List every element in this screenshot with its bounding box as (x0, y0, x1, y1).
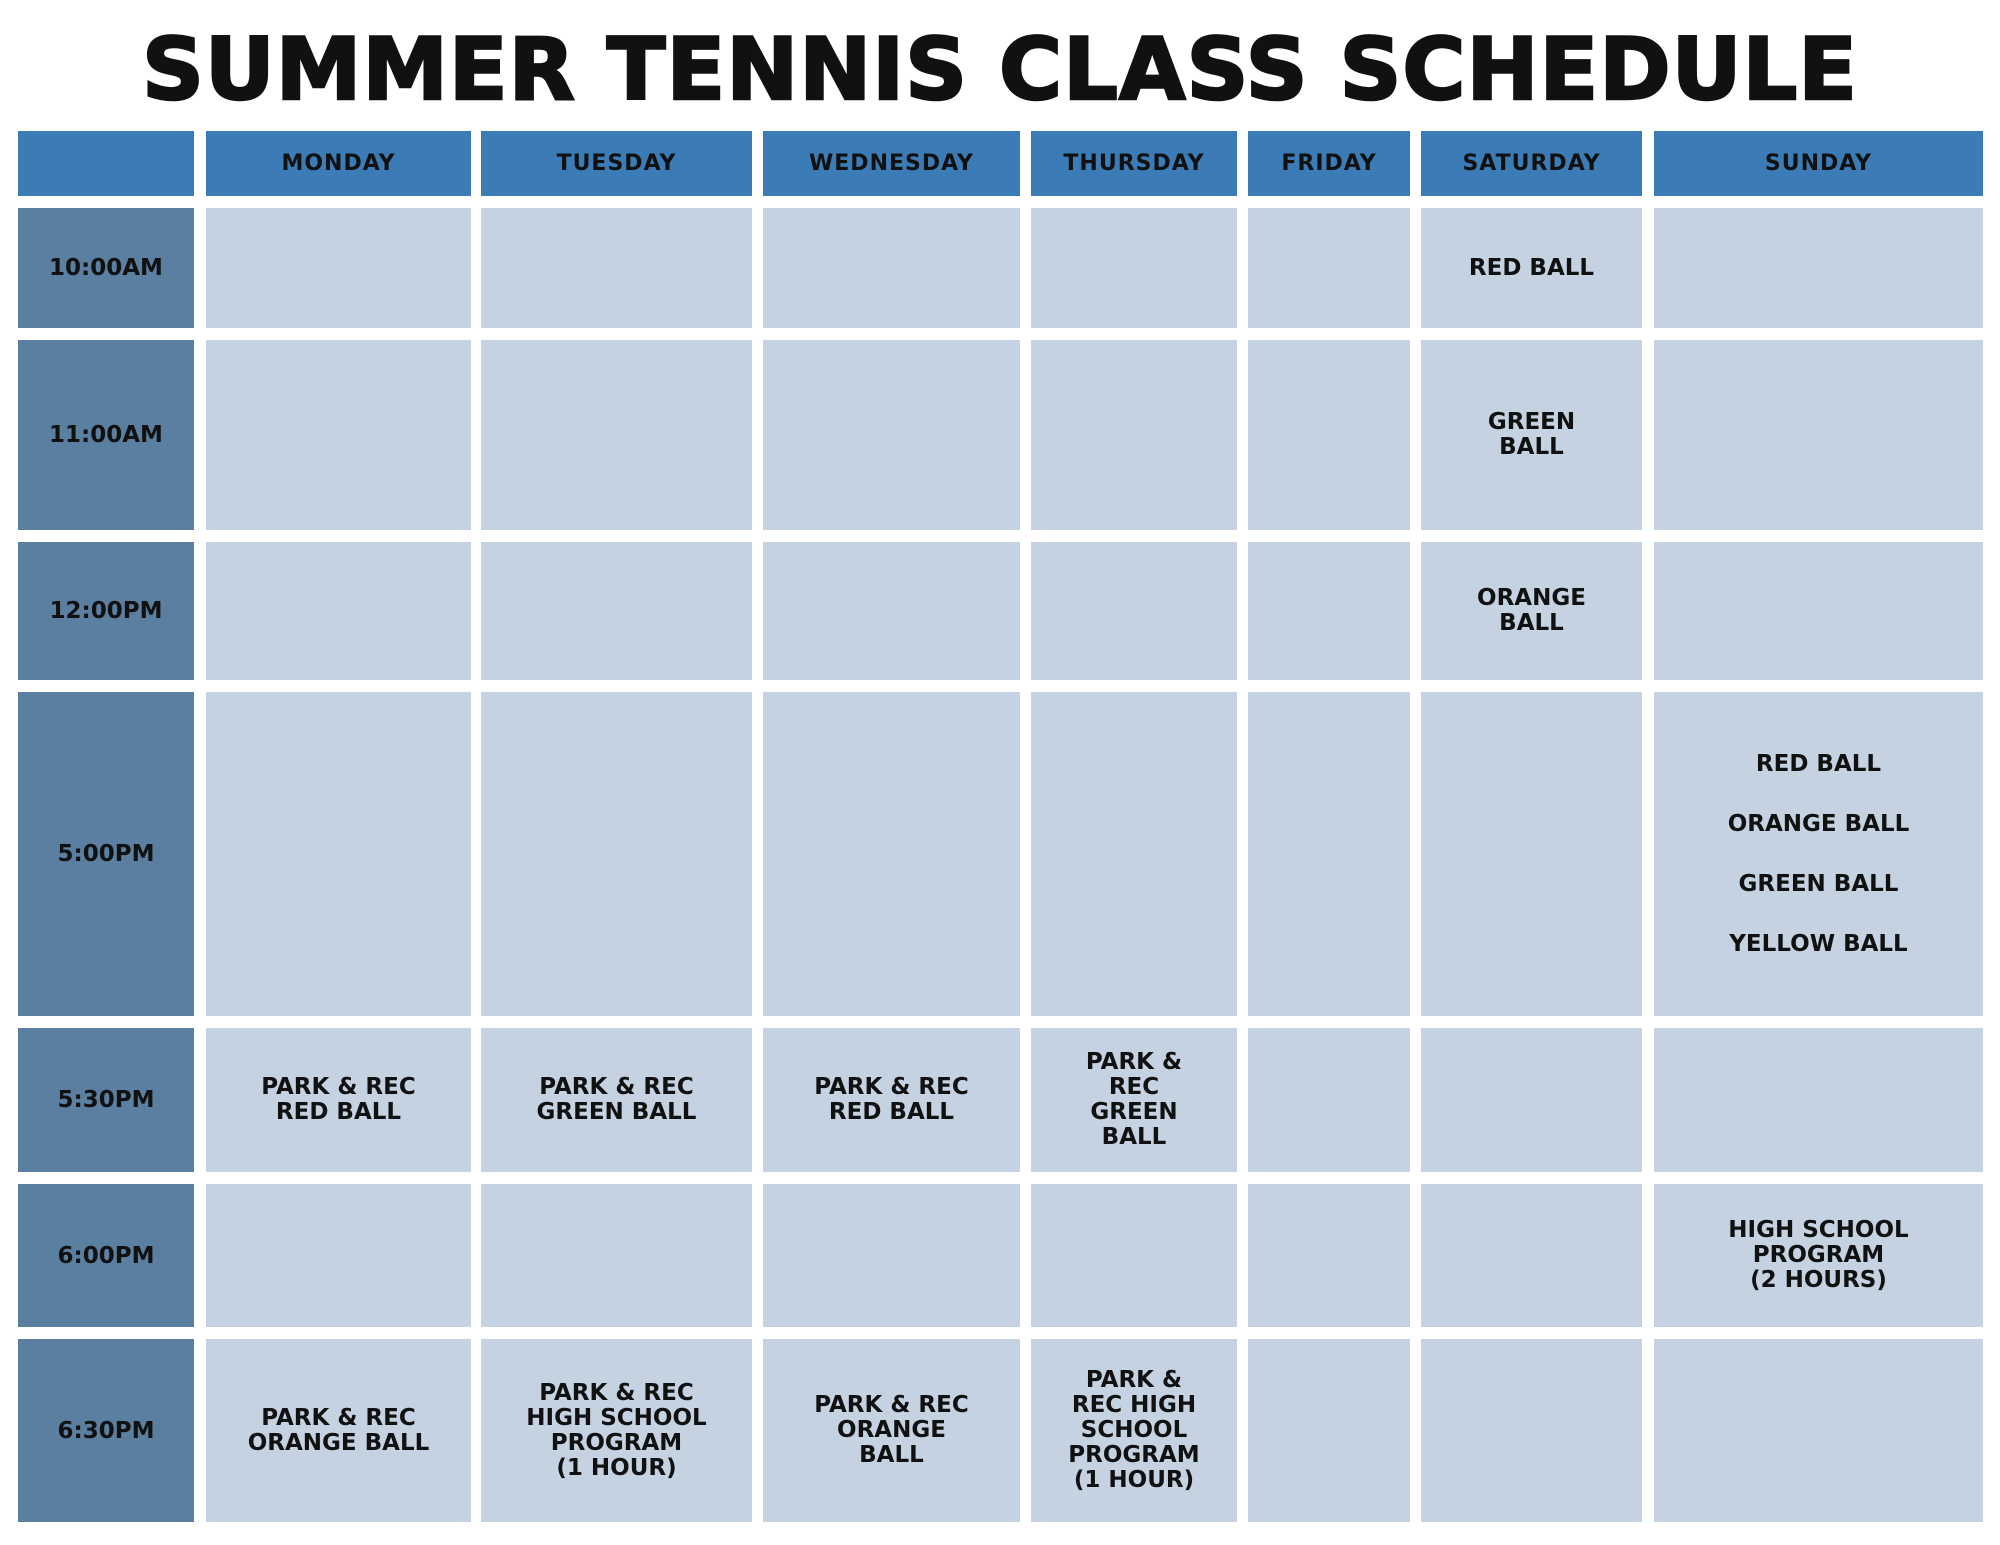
schedule-cell (1248, 1339, 1410, 1522)
schedule-cell (1031, 1184, 1237, 1327)
schedule-cell (1654, 542, 1983, 680)
schedule-cell (763, 1339, 1020, 1522)
schedule-cell (1654, 1184, 1983, 1327)
day-header-monday (206, 131, 471, 196)
schedule-cell (1654, 692, 1983, 1016)
schedule-cell (1031, 542, 1237, 680)
day-header-saturday (1421, 131, 1642, 196)
schedule-cell (763, 340, 1020, 530)
schedule-cell (206, 340, 471, 530)
schedule-cell (481, 1184, 752, 1327)
schedule-cell (481, 1028, 752, 1172)
schedule-cell (1421, 1339, 1642, 1522)
day-header-sunday (1654, 131, 1983, 196)
day-header-tuesday (481, 131, 752, 196)
time-cell (18, 692, 194, 1016)
time-label: 12:00PM (49, 598, 163, 624)
time-cell (18, 1184, 194, 1327)
time-cell (18, 340, 194, 530)
schedule-cell (1421, 208, 1642, 328)
schedule-cell (1031, 1339, 1237, 1522)
schedule-cell (206, 1028, 471, 1172)
schedule-cell (206, 692, 471, 1016)
schedule-cell (481, 1339, 752, 1522)
schedule-cell (1031, 692, 1237, 1016)
schedule-cell (481, 340, 752, 530)
class-label: PARK & REC ORANGE BALL (814, 1392, 969, 1468)
schedule-cell (206, 542, 471, 680)
schedule-cell (763, 1028, 1020, 1172)
time-label: 5:00PM (57, 841, 155, 867)
schedule-cell (1654, 1028, 1983, 1172)
schedule-cell (1421, 542, 1642, 680)
schedule-cell (1248, 542, 1410, 680)
day-header-label: SATURDAY (1462, 151, 1601, 176)
schedule-cell (763, 208, 1020, 328)
schedule-cell (206, 208, 471, 328)
class-label: PARK & REC ORANGE BALL (247, 1404, 430, 1456)
schedule-cell (763, 1184, 1020, 1327)
class-label: ORANGE BALL (1477, 585, 1586, 636)
day-header-label: SUNDAY (1764, 151, 1873, 176)
schedule-cell (1031, 208, 1237, 328)
time-cell (18, 542, 194, 680)
time-label: 6:30PM (57, 1417, 155, 1444)
time-cell (18, 1339, 194, 1522)
schedule-cell (481, 542, 752, 680)
day-header-label: WEDNESDAY (809, 151, 974, 176)
schedule-cell (1654, 1339, 1983, 1522)
schedule-cell (1421, 692, 1642, 1016)
day-header-label: THURSDAY (1063, 151, 1205, 176)
class-label: PARK & REC GREEN BALL (1085, 1049, 1183, 1150)
schedule-cell (1248, 208, 1410, 328)
header-corner (18, 131, 194, 196)
class-label: PARK & REC HIGH SCHOOL PROGRAM (1 HOUR) (1068, 1367, 1200, 1493)
schedule-cell (1031, 1028, 1237, 1172)
schedule-cell (1421, 340, 1642, 530)
schedule-cell (206, 1184, 471, 1327)
class-label: PARK & REC RED BALL (261, 1074, 416, 1125)
schedule-cell (1031, 340, 1237, 530)
time-label: 6:00PM (57, 1242, 155, 1269)
class-label: HIGH SCHOOL PROGRAM (2 HOURS) (1728, 1217, 1909, 1293)
time-label: 11:00AM (49, 422, 163, 448)
schedule-cell (763, 692, 1020, 1016)
time-label: 10:00AM (49, 255, 163, 281)
day-header-label: FRIDAY (1281, 151, 1377, 176)
class-label: PARK & REC RED BALL (814, 1074, 969, 1125)
schedule-cell (1248, 1028, 1410, 1172)
time-cell (18, 208, 194, 328)
day-header-friday (1248, 131, 1410, 196)
schedule-cell (1248, 1184, 1410, 1327)
schedule-cell (481, 208, 752, 328)
schedule-cell (1654, 340, 1983, 530)
schedule-cell (1654, 208, 1983, 328)
schedule-cell (206, 1339, 471, 1522)
page-title: SUMMER TENNIS CLASS SCHEDULE (141, 20, 1859, 120)
day-header-label: TUESDAY (556, 151, 677, 176)
class-label: GREEN BALL (1487, 409, 1576, 460)
time-cell (18, 1028, 194, 1172)
day-header-thursday (1031, 131, 1237, 196)
day-header-wednesday (763, 131, 1020, 196)
schedule-cell (1248, 340, 1410, 530)
schedule-cell (481, 692, 752, 1016)
schedule-cell (1421, 1184, 1642, 1327)
class-label: PARK & REC HIGH SCHOOL PROGRAM (1 HOUR) (526, 1379, 707, 1481)
class-label: RED BALL (1468, 254, 1595, 281)
class-label: PARK & REC GREEN BALL (536, 1074, 697, 1125)
schedule-cell (763, 542, 1020, 680)
time-label: 5:30PM (57, 1087, 155, 1113)
class-label: RED BALL ORANGE BALL GREEN BALL YELLOW BALL (1727, 751, 1910, 957)
schedule-cell (1248, 692, 1410, 1016)
day-header-label: MONDAY (281, 151, 396, 176)
schedule-cell (1421, 1028, 1642, 1172)
